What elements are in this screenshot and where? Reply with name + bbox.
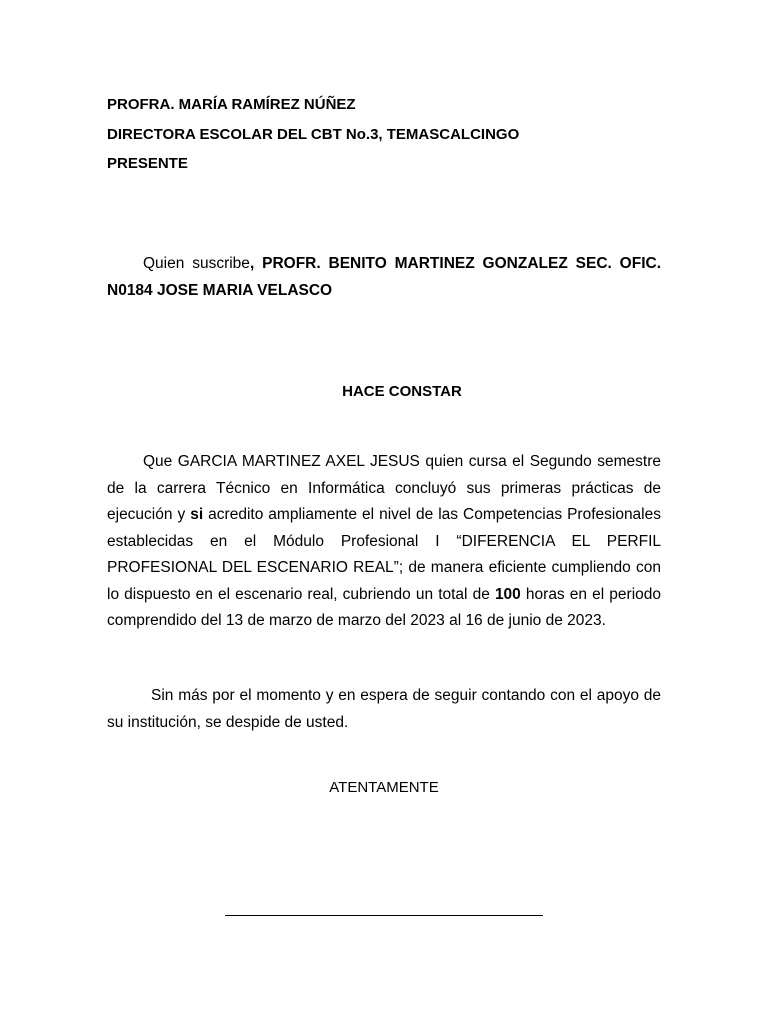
body-si: si <box>190 506 204 523</box>
body-part-3: horas en el periodo comprendido del 13 de marzo de marzo del 2023 al 16 de junio de 2023. <box>107 585 661 629</box>
signer-name: PROFR. BENITO MARTINEZ GONZALEZ SEC. OFIC. N0184 JOSE MARIA VELASCO <box>107 255 661 299</box>
recipient-salutation: PRESENTE <box>107 155 188 172</box>
intro-lead: Quien suscribe <box>143 255 250 272</box>
recipient-block <box>107 90 519 179</box>
recipient-name: PROFRA. MARÍA RAMÍREZ NÚÑEZ <box>107 96 356 113</box>
intro-paragraph <box>107 251 661 304</box>
farewell-paragraph <box>107 683 661 736</box>
document-heading: HACE CONSTAR <box>342 383 462 400</box>
intro-comma: , <box>249 255 255 272</box>
farewell-text: Sin más por el momento y en espera de seguir contando con el apoyo de su institución, se despide de usted. <box>107 687 661 731</box>
body-part-1: Que GARCIA MARTINEZ AXEL JESUS quien cursa el Segundo semestre de la carrera Técnico en Informática concluyó sus primeras prácticas de ejecución y <box>107 453 661 523</box>
closing-text: ATENTAMENTE <box>329 779 439 796</box>
recipient-position: DIRECTORA ESCOLAR DEL CBT No.3, TEMASCALCINGO <box>107 125 520 143</box>
body-part-2: acredito ampliamente el nivel de las Competencias Profesionales establecidas en el Módulo Profesional I “DIFERENCIA EL PERFIL PROFESIONAL DEL ESCENARIO REAL”; de manera eficiente cumpliendo con lo dispuesto en el escenario real, cubriendo un total de <box>107 506 661 603</box>
body-hours: 100 <box>494 585 521 603</box>
certification-paragraph <box>107 449 661 635</box>
signature-line <box>225 915 543 916</box>
